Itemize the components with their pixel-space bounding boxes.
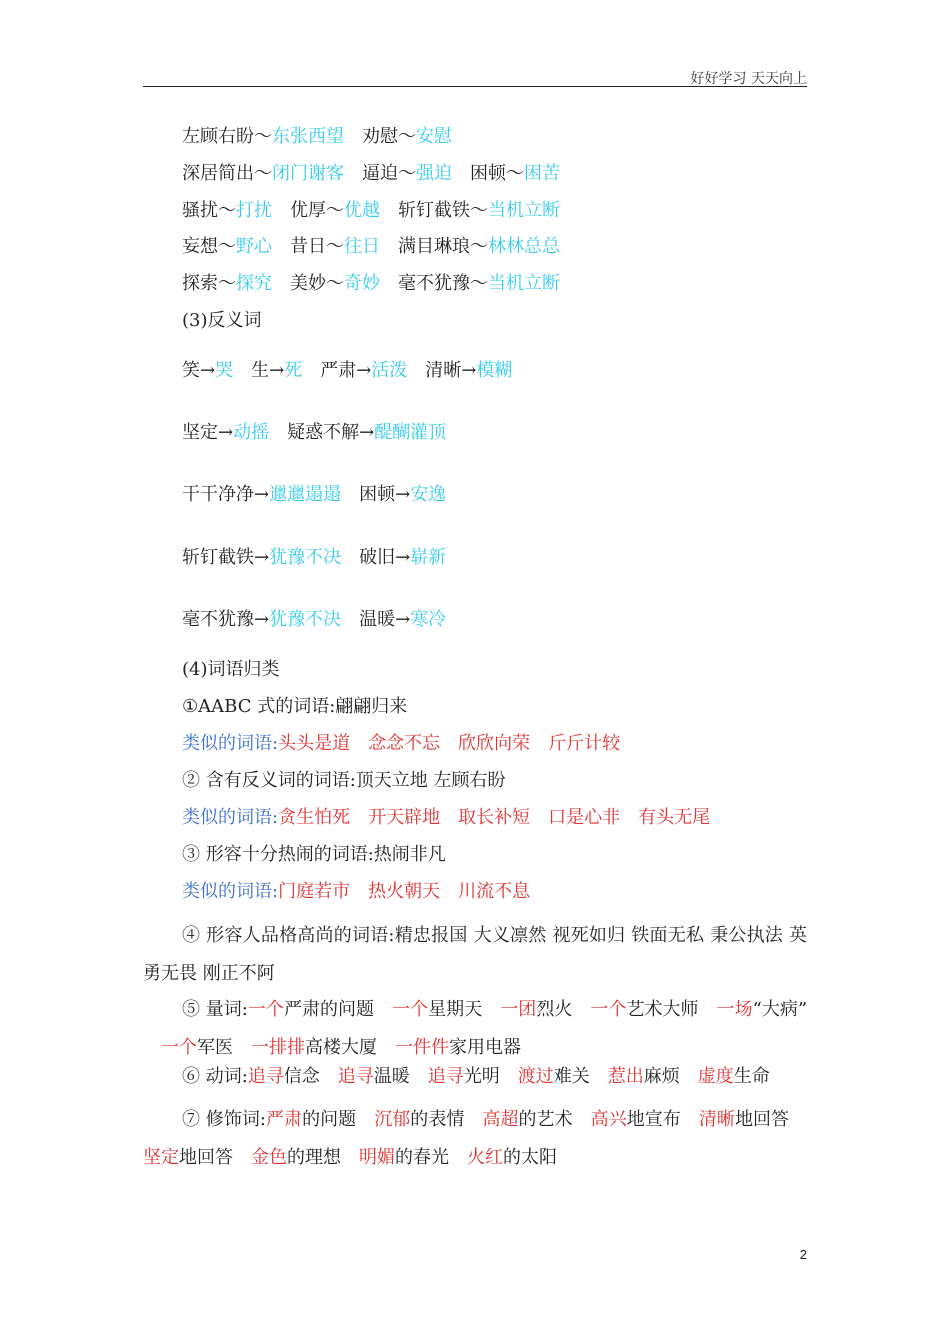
similar-word: 念念不忘 bbox=[368, 733, 441, 754]
highlight-word: 金色 bbox=[251, 1147, 287, 1168]
tilde-sign: ～ bbox=[398, 126, 416, 147]
antonym-line bbox=[182, 483, 807, 507]
synonym-word: 满目琳琅 bbox=[398, 236, 470, 257]
arrow-sign: → bbox=[356, 360, 372, 381]
arrow-sign: → bbox=[359, 422, 375, 443]
synonym-answer: 闭门谢客 bbox=[272, 163, 344, 184]
highlight-word: 虚度 bbox=[697, 1066, 734, 1087]
phrase-rest: 高楼大厦 bbox=[305, 1037, 377, 1058]
phrase-rest: “大病” bbox=[752, 999, 808, 1020]
arrow-sign: → bbox=[254, 609, 270, 630]
synonym-line bbox=[182, 162, 807, 186]
arrow-sign: → bbox=[461, 360, 477, 381]
highlight-word: 一团 bbox=[500, 999, 537, 1020]
highlight-word: 清晰 bbox=[698, 1109, 735, 1130]
antonym-line bbox=[182, 608, 807, 632]
antonym-word: 清晰 bbox=[425, 360, 462, 381]
tilde-sign: ～ bbox=[506, 163, 524, 184]
synonym-word: 毫不犹豫 bbox=[398, 273, 470, 294]
highlight-word: 惹出 bbox=[607, 1066, 644, 1087]
highlight-word: 高兴 bbox=[590, 1109, 627, 1130]
similar-word: 头头是道 bbox=[278, 733, 351, 754]
antonym-answer: 犹豫不决 bbox=[269, 547, 342, 568]
synonym-word: 美妙 bbox=[290, 273, 326, 294]
highlight-word: 一排排 bbox=[251, 1037, 305, 1058]
antonym-word: 破旧 bbox=[359, 547, 396, 568]
synonym-line bbox=[182, 272, 807, 296]
highlight-word: 明媚 bbox=[359, 1147, 395, 1168]
synonym-answer: 往日 bbox=[344, 236, 380, 257]
category-3-title: ③ 形容十分热闹的词语:热闹非凡 bbox=[182, 844, 446, 865]
highlight-word: 渡过 bbox=[517, 1066, 554, 1087]
synonym-answer: 林林总总 bbox=[488, 236, 560, 257]
tilde-sign: ～ bbox=[326, 200, 344, 221]
synonym-answer: 安慰 bbox=[416, 126, 452, 147]
antonyms-heading: (3)反义词 bbox=[182, 310, 262, 331]
phrase-rest: 地回答 bbox=[734, 1109, 790, 1130]
phrase-rest: 的理想 bbox=[287, 1147, 341, 1168]
category-4-paragraph: ④ 形容人品格高尚的词语:精忠报国 大义凛然 视死如归 铁面无私 秉公执法 英勇无畏 刚正不阿 bbox=[143, 925, 807, 984]
arrow-sign: → bbox=[269, 360, 285, 381]
synonym-word: 逼迫 bbox=[362, 163, 398, 184]
category-6-line bbox=[182, 1065, 807, 1089]
synonym-answer: 探究 bbox=[236, 273, 272, 294]
phrase-rest: 麻烦 bbox=[643, 1066, 680, 1087]
similar-word: 有头无尾 bbox=[638, 807, 711, 828]
synonym-answer: 打扰 bbox=[236, 200, 272, 221]
category-1-similar bbox=[182, 732, 807, 756]
synonym-answer: 优越 bbox=[344, 200, 380, 221]
category-2-similar bbox=[182, 806, 807, 830]
similar-word: 热火朝天 bbox=[368, 881, 441, 902]
arrow-sign: → bbox=[254, 547, 270, 568]
similar-word: 欣欣向荣 bbox=[458, 733, 531, 754]
synonym-word: 优厚 bbox=[290, 200, 326, 221]
highlight-word: 一个 bbox=[590, 999, 627, 1020]
phrase-rest: 的艺术 bbox=[518, 1109, 573, 1130]
antonym-word: 生 bbox=[251, 360, 270, 381]
similar-word: 口是心非 bbox=[548, 807, 621, 828]
phrase-rest: 难关 bbox=[553, 1066, 590, 1087]
arrow-sign: → bbox=[254, 484, 270, 505]
category-5-paragraph bbox=[143, 991, 807, 1067]
category-3-similar bbox=[182, 880, 807, 904]
antonym-word: 严肃 bbox=[320, 360, 357, 381]
tilde-sign: ～ bbox=[470, 236, 488, 257]
synonym-word: 骚扰 bbox=[182, 200, 218, 221]
tilde-sign: ～ bbox=[254, 163, 272, 184]
arrow-sign: → bbox=[395, 547, 411, 568]
antonym-answer: 醍醐灌顶 bbox=[374, 422, 447, 443]
similar-word: 贪生怕死 bbox=[278, 807, 351, 828]
synonym-word: 探索 bbox=[182, 273, 218, 294]
tilde-sign: ～ bbox=[470, 200, 488, 221]
category-7-paragraph bbox=[143, 1101, 807, 1177]
phrase-rest: 信念 bbox=[283, 1066, 320, 1087]
phrase-rest: 光明 bbox=[463, 1066, 500, 1087]
phrase-rest: 生命 bbox=[733, 1066, 770, 1087]
arrow-sign: → bbox=[395, 609, 411, 630]
phrase-rest: 的春光 bbox=[395, 1147, 449, 1168]
antonym-answer: 动摇 bbox=[233, 422, 270, 443]
phrase-rest: 艺术大师 bbox=[626, 999, 699, 1020]
similar-word: 开天辟地 bbox=[368, 807, 441, 828]
tilde-sign: ～ bbox=[326, 273, 344, 294]
phrase-rest: 的表情 bbox=[410, 1109, 465, 1130]
highlight-word: 一个 bbox=[247, 999, 284, 1020]
synonym-word: 左顾右盼 bbox=[182, 126, 254, 147]
similar-word: 取长补短 bbox=[458, 807, 531, 828]
synonym-line bbox=[182, 199, 807, 223]
synonym-line bbox=[182, 235, 807, 259]
antonym-answer: 安逸 bbox=[410, 484, 447, 505]
category-1-title: ①AABC 式的词语:翩翩归来 bbox=[182, 696, 408, 717]
category-2-title: ② 含有反义词的词语:顶天立地 左顾右盼 bbox=[182, 770, 506, 791]
highlight-word: 坚定 bbox=[143, 1147, 179, 1168]
highlight-word: 沉郁 bbox=[374, 1109, 411, 1130]
similar-word: 川流不息 bbox=[458, 881, 531, 902]
classify-heading: (4)词语归类 bbox=[182, 659, 280, 680]
antonym-line bbox=[182, 546, 807, 570]
antonym-answer: 崭新 bbox=[410, 547, 447, 568]
phrase-rest: 的太阳 bbox=[503, 1147, 557, 1168]
antonym-answer: 模糊 bbox=[476, 360, 513, 381]
synonym-word: 昔日 bbox=[290, 236, 326, 257]
highlight-word: 严肃 bbox=[265, 1109, 303, 1130]
phrase-rest: 星期天 bbox=[428, 999, 483, 1020]
similar-label: 类似的词语: bbox=[182, 807, 279, 828]
highlight-word: 一个 bbox=[161, 1037, 197, 1058]
synonym-word: 劝慰 bbox=[362, 126, 398, 147]
arrow-sign: → bbox=[200, 360, 216, 381]
similar-label: 类似的词语: bbox=[182, 881, 279, 902]
synonym-answer: 野心 bbox=[236, 236, 272, 257]
synonym-answer: 当机立断 bbox=[488, 273, 560, 294]
tilde-sign: ～ bbox=[218, 273, 236, 294]
antonym-answer: 活泼 bbox=[371, 360, 408, 381]
tilde-sign: ～ bbox=[254, 126, 272, 147]
synonym-answer: 奇妙 bbox=[344, 273, 380, 294]
similar-word: 斤斤计较 bbox=[548, 733, 621, 754]
highlight-word: 追寻 bbox=[337, 1066, 374, 1087]
antonym-line bbox=[182, 421, 807, 445]
antonym-word: 斩钉截铁 bbox=[182, 547, 254, 568]
phrase-rest: 家用电器 bbox=[449, 1037, 521, 1058]
tilde-sign: ～ bbox=[398, 163, 416, 184]
highlight-word: 一场 bbox=[716, 999, 753, 1020]
tilde-sign: ～ bbox=[470, 273, 488, 294]
phrase-rest: 温暖 bbox=[373, 1066, 410, 1087]
synonym-answer: 当机立断 bbox=[488, 200, 560, 221]
page-number: 2 bbox=[799, 1247, 807, 1262]
phrase-rest: 严肃的问题 bbox=[283, 999, 375, 1020]
synonym-answer: 强迫 bbox=[416, 163, 452, 184]
antonym-word: 坚定 bbox=[182, 422, 218, 443]
antonym-answer: 寒冷 bbox=[410, 609, 447, 630]
synonym-word: 困顿 bbox=[470, 163, 506, 184]
highlight-word: 一个 bbox=[392, 999, 429, 1020]
synonym-word: 妄想 bbox=[182, 236, 218, 257]
phrase-rest: 的问题 bbox=[302, 1109, 357, 1130]
category-label: ⑦ 修饰词: bbox=[182, 1109, 266, 1130]
phrase-rest: 烈火 bbox=[536, 999, 573, 1020]
highlight-word: 追寻 bbox=[427, 1066, 464, 1087]
synonym-word: 斩钉截铁 bbox=[398, 200, 470, 221]
synonym-word: 深居简出 bbox=[182, 163, 254, 184]
phrase-rest: 地回答 bbox=[179, 1147, 233, 1168]
arrow-sign: → bbox=[218, 422, 234, 443]
highlight-word: 高超 bbox=[482, 1109, 519, 1130]
phrase-rest: 军医 bbox=[197, 1037, 233, 1058]
similar-label: 类似的词语: bbox=[182, 733, 279, 754]
highlight-word: 追寻 bbox=[247, 1066, 284, 1087]
synonym-line bbox=[182, 125, 807, 149]
antonym-word: 毫不犹豫 bbox=[182, 609, 254, 630]
antonym-word: 疑惑不解 bbox=[287, 422, 360, 443]
tilde-sign: ～ bbox=[218, 200, 236, 221]
header-text: 好好学习 天天向上 bbox=[690, 71, 807, 87]
arrow-sign: → bbox=[395, 484, 411, 505]
antonym-answer: 死 bbox=[284, 360, 303, 381]
antonym-answer: 犹豫不决 bbox=[269, 609, 342, 630]
highlight-word: 一件件 bbox=[395, 1037, 449, 1058]
antonym-answer: 哭 bbox=[215, 360, 234, 381]
antonym-line bbox=[182, 359, 807, 383]
phrase-rest: 地宣布 bbox=[626, 1109, 681, 1130]
tilde-sign: ～ bbox=[326, 236, 344, 257]
highlight-word: 火红 bbox=[467, 1147, 503, 1168]
category-label: ⑥ 动词: bbox=[182, 1066, 248, 1087]
antonym-word: 困顿 bbox=[359, 484, 396, 505]
antonym-word: 笑 bbox=[182, 360, 200, 381]
tilde-sign: ～ bbox=[218, 236, 236, 257]
synonym-answer: 东张西望 bbox=[272, 126, 344, 147]
antonym-word: 温暖 bbox=[359, 609, 396, 630]
antonym-word: 干干净净 bbox=[182, 484, 254, 505]
antonym-answer: 邋邋遢遢 bbox=[269, 484, 342, 505]
category-label: ⑤ 量词: bbox=[182, 999, 248, 1020]
synonym-answer: 困苦 bbox=[524, 163, 560, 184]
similar-word: 门庭若市 bbox=[278, 881, 351, 902]
header-rule bbox=[143, 86, 807, 87]
